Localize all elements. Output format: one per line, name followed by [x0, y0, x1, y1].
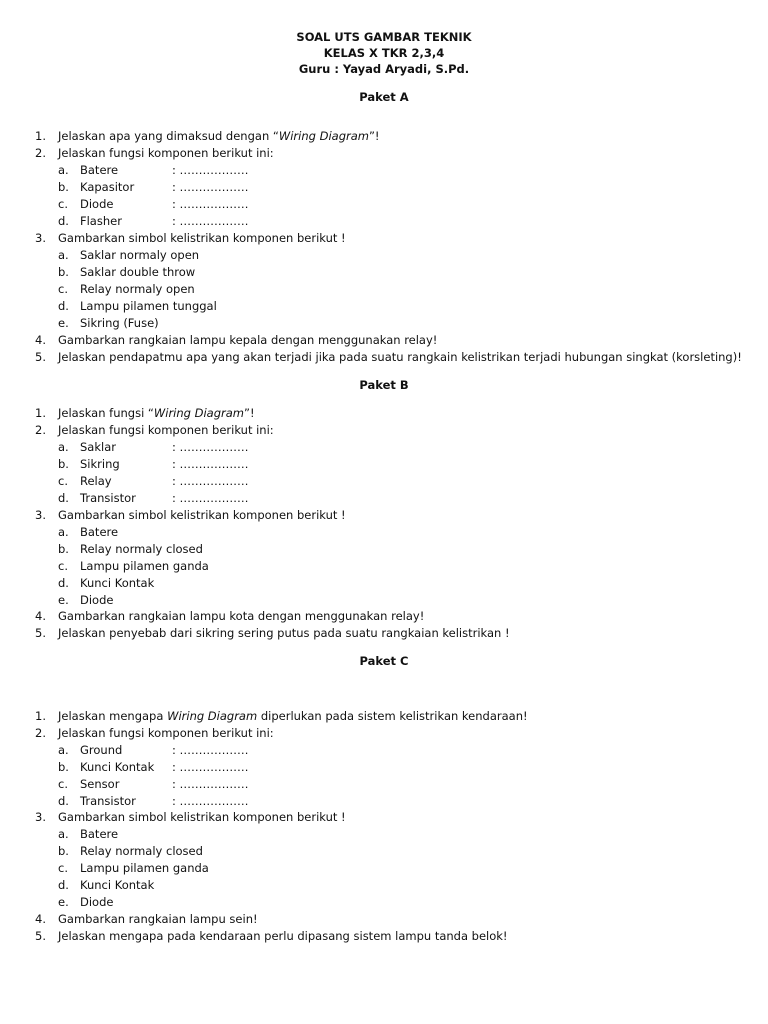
item-letter: e. — [58, 316, 69, 330]
paket-b-question-3 — [35, 507, 346, 523]
item-letter: e. — [58, 593, 69, 607]
paket-c-question-1 — [35, 708, 528, 724]
question-text: Jelaskan fungsi komponen berikut ini: — [58, 146, 274, 160]
item-letter: c. — [58, 861, 68, 875]
question-number: 1. — [35, 406, 46, 420]
item-name: Flasher — [80, 214, 122, 228]
teacher-label: Guru : Yayad Aryadi, S.Pd. — [298, 62, 470, 76]
paket-c-question-3 — [35, 809, 346, 825]
item-name: Relay normaly closed — [80, 542, 203, 556]
question-emphasis: Wiring Diagram — [278, 129, 369, 143]
paket-a-q2-item — [58, 162, 249, 178]
question-number: 5. — [35, 350, 46, 364]
answer-blank: : ……………… — [172, 163, 249, 177]
answer-blank: : ……………… — [172, 491, 249, 505]
item-name: Kunci Kontak — [80, 760, 155, 774]
item-name: Relay normaly closed — [80, 844, 203, 858]
paket-a-q3-item — [58, 315, 159, 331]
question-number: 3. — [35, 231, 46, 245]
paket-a-q3-item — [58, 298, 217, 314]
item-letter: c. — [58, 559, 68, 573]
paket-a-q3-item — [58, 247, 199, 263]
item-letter: c. — [58, 197, 68, 211]
class-label: KELAS X TKR 2,3,4 — [323, 46, 445, 60]
item-name: Kapasitor — [80, 180, 135, 194]
answer-blank: : ……………… — [172, 794, 249, 808]
paket-b-q2-item — [58, 490, 249, 506]
item-name: Ground — [80, 743, 123, 757]
item-letter: b. — [58, 180, 69, 194]
question-number: 2. — [35, 146, 46, 160]
item-name: Batere — [80, 827, 119, 841]
question-number: 2. — [35, 726, 46, 740]
paket-c-q2-item — [58, 742, 249, 758]
question-number: 3. — [35, 810, 46, 824]
paket-a-question-1 — [35, 128, 380, 144]
paket-a-question-4 — [35, 332, 437, 348]
paket-c-q3-item — [58, 843, 203, 859]
item-letter: a. — [58, 248, 69, 262]
paket-a-q2-item — [58, 196, 249, 212]
question-number: 2. — [35, 423, 46, 437]
question-text: diperlukan pada sistem kelistrikan kendaraan! — [257, 709, 528, 723]
answer-blank: : ……………… — [172, 743, 249, 757]
question-number: 5. — [35, 929, 46, 943]
question-number: 5. — [35, 626, 46, 640]
item-letter: e. — [58, 895, 69, 909]
answer-blank: : ……………… — [172, 457, 249, 471]
paket-b-q3-item — [58, 524, 118, 540]
item-letter: d. — [58, 299, 69, 313]
paket-c-title: Paket C — [359, 654, 409, 668]
paket-c-q2-item — [58, 776, 249, 792]
paket-b-title: Paket B — [359, 378, 409, 392]
paket-a-title: Paket A — [359, 90, 409, 104]
item-letter: a. — [58, 525, 69, 539]
paket-b-q2-item — [58, 439, 249, 455]
question-text: Jelaskan fungsi “ — [58, 406, 154, 420]
item-name: Relay — [80, 474, 112, 488]
item-name: Diode — [80, 197, 114, 211]
answer-blank: : ……………… — [172, 197, 249, 211]
paket-c-q3-item — [58, 877, 154, 893]
answer-blank: : ……………… — [172, 474, 249, 488]
document-header — [0, 29, 768, 77]
item-name: Lampu pilamen ganda — [80, 559, 209, 573]
item-name: Lampu pilamen ganda — [80, 861, 209, 875]
question-text: Gambarkan rangkaian lampu kepala dengan menggunakan relay! — [58, 333, 438, 347]
paket-a-question-5 — [35, 349, 742, 365]
paket-b-q3-item — [58, 592, 113, 608]
item-letter: d. — [58, 491, 69, 505]
item-letter: b. — [58, 844, 69, 858]
item-name: Sikring — [80, 457, 120, 471]
question-number: 1. — [35, 129, 46, 143]
paket-c-q3-item — [58, 826, 118, 842]
question-number: 4. — [35, 609, 46, 623]
item-letter: b. — [58, 265, 69, 279]
question-text: Jelaskan mengapa pada kendaraan perlu dipasang sistem lampu tanda belok! — [58, 929, 508, 943]
question-number: 4. — [35, 333, 46, 347]
item-letter: b. — [58, 760, 69, 774]
item-name: Saklar double throw — [80, 265, 196, 279]
item-letter: d. — [58, 794, 69, 808]
item-letter: b. — [58, 457, 69, 471]
paket-a-question-3 — [35, 230, 346, 246]
question-text: Jelaskan penyebab dari sikring sering putus pada suatu rangkaian kelistrikan ! — [58, 626, 510, 640]
question-text: Jelaskan apa yang dimaksud dengan “ — [58, 129, 279, 143]
question-text: Jelaskan fungsi komponen berikut ini: — [58, 726, 274, 740]
item-name: Sensor — [80, 777, 120, 791]
paket-b-q3-item — [58, 558, 209, 574]
answer-blank: : ……………… — [172, 760, 249, 774]
paket-b-q3-item — [58, 575, 154, 591]
item-name: Kunci Kontak — [80, 878, 155, 892]
paket-b-question-4 — [35, 608, 424, 624]
paket-b-q2-item — [58, 473, 249, 489]
paket-a-q3-item — [58, 264, 195, 280]
paket-a-q3-item — [58, 281, 195, 297]
item-name: Diode — [80, 593, 114, 607]
paket-c-question-4 — [35, 911, 258, 927]
item-name: Relay normaly open — [80, 282, 195, 296]
item-letter: c. — [58, 777, 68, 791]
answer-blank: : ……………… — [172, 440, 249, 454]
paket-b-question-5 — [35, 625, 510, 641]
item-letter: c. — [58, 474, 68, 488]
item-letter: b. — [58, 542, 69, 556]
item-letter: d. — [58, 576, 69, 590]
question-text: Gambarkan rangkaian lampu sein! — [58, 912, 258, 926]
question-text: Jelaskan pendapatmu apa yang akan terjadi jika pada suatu rangkain kelistrikan terjadi hubungan singkat (korsleting)! — [58, 350, 742, 364]
item-letter: a. — [58, 440, 69, 454]
question-number: 1. — [35, 709, 46, 723]
paket-b-q3-item — [58, 541, 203, 557]
item-letter: d. — [58, 878, 69, 892]
question-emphasis: Wiring Diagram — [153, 406, 244, 420]
question-number: 3. — [35, 508, 46, 522]
paket-a-q2-item — [58, 179, 249, 195]
item-name: Kunci Kontak — [80, 576, 155, 590]
paket-c-q3-item — [58, 860, 209, 876]
question-emphasis: Wiring Diagram — [167, 709, 258, 723]
item-name: Batere — [80, 525, 119, 539]
item-name: Transistor — [80, 794, 136, 808]
paket-a-question-2 — [35, 145, 274, 161]
item-letter: c. — [58, 282, 68, 296]
question-text: Jelaskan fungsi komponen berikut ini: — [58, 423, 274, 437]
question-text: Gambarkan simbol kelistrikan komponen berikut ! — [58, 231, 346, 245]
item-letter: a. — [58, 827, 69, 841]
item-name: Diode — [80, 895, 114, 909]
item-letter: a. — [58, 743, 69, 757]
item-letter: a. — [58, 163, 69, 177]
paket-a-q2-item — [58, 213, 249, 229]
paket-b-q2-item — [58, 456, 249, 472]
question-text: Gambarkan simbol kelistrikan komponen berikut ! — [58, 508, 346, 522]
paket-b-question-1 — [35, 405, 255, 421]
paket-b-question-2 — [35, 422, 274, 438]
question-text: Gambarkan simbol kelistrikan komponen berikut ! — [58, 810, 346, 824]
item-name: Batere — [80, 163, 119, 177]
question-text: ”! — [368, 129, 380, 143]
question-text: Jelaskan mengapa — [58, 709, 168, 723]
item-name: Saklar — [80, 440, 116, 454]
exam-title: SOAL UTS GAMBAR TEKNIK — [296, 30, 472, 44]
paket-c-question-5 — [35, 928, 508, 944]
paket-c-q2-item — [58, 793, 249, 809]
answer-blank: : ……………… — [172, 777, 249, 791]
paket-c-question-2 — [35, 725, 274, 741]
item-name: Sikring (Fuse) — [80, 316, 159, 330]
answer-blank: : ……………… — [172, 180, 249, 194]
item-name: Lampu pilamen tunggal — [80, 299, 217, 313]
question-text: Gambarkan rangkaian lampu kota dengan menggunakan relay! — [58, 609, 425, 623]
item-name: Saklar normaly open — [80, 248, 200, 262]
paket-c-q3-item — [58, 894, 113, 910]
item-name: Transistor — [80, 491, 136, 505]
paket-c-q2-item — [58, 759, 249, 775]
answer-blank: : ……………… — [172, 214, 249, 228]
item-letter: d. — [58, 214, 69, 228]
question-number: 4. — [35, 912, 46, 926]
question-text: ”! — [243, 406, 255, 420]
